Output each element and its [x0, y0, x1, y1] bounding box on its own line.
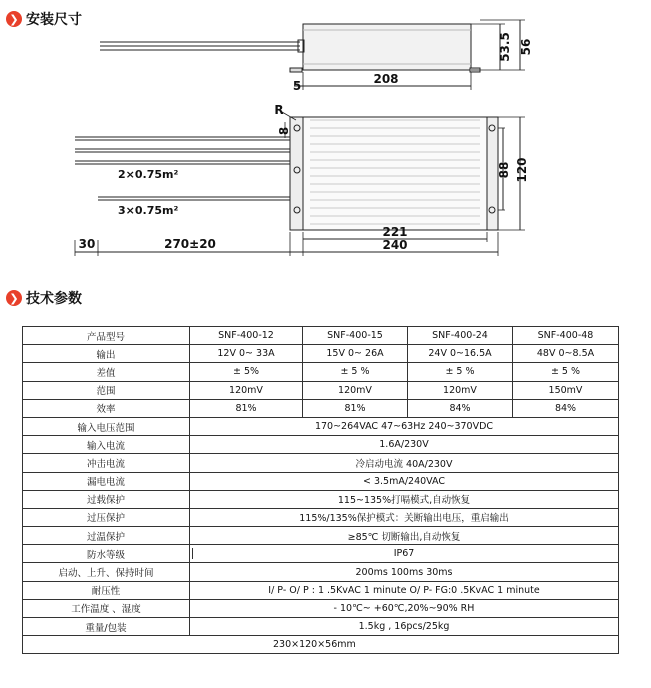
- chevron-right-icon: ❯: [6, 290, 22, 306]
- dim-240: 240: [382, 238, 408, 252]
- row-label: 过温保护: [23, 527, 190, 545]
- ip-rating: IP67: [393, 548, 415, 560]
- model-cell: SNF-400-12: [190, 327, 303, 345]
- cell: 冷启动电流 40A/230V: [190, 454, 619, 472]
- table-row: [23, 399, 619, 417]
- front-view: [75, 112, 525, 256]
- dim-30: 30: [78, 237, 96, 251]
- dim-56: 56: [519, 38, 533, 56]
- cell: 115%/135%保护模式：关断输出电压，重启输出: [190, 508, 619, 526]
- row-label: 范围: [23, 381, 190, 399]
- table-row: [23, 345, 619, 363]
- text-cursor-mark: [192, 548, 193, 559]
- chevron-right-icon: ❯: [6, 11, 22, 27]
- cell: ≥85℃ 切断输出,自动恢复: [190, 527, 619, 545]
- cell: 120mV: [190, 381, 303, 399]
- dimension-drawing: [0, 0, 651, 260]
- cell: 81%: [303, 399, 408, 417]
- row-label: 防水等级: [23, 545, 190, 563]
- row-label: 过压保护: [23, 508, 190, 526]
- dim-r-8: 8: [277, 126, 291, 136]
- dim-88: 88: [497, 161, 511, 179]
- dim-221: 221: [382, 225, 408, 239]
- table-row: [23, 454, 619, 472]
- row-label: 重量/包装: [23, 618, 190, 636]
- row-label: 启动、上升、保持时间: [23, 563, 190, 581]
- top-view: [100, 20, 525, 90]
- dim-270: 270±20: [164, 237, 216, 251]
- cell: 84%: [408, 399, 513, 417]
- cell: - 10℃~ +60℃,20%~90% RH: [190, 599, 619, 617]
- table-row: [23, 381, 619, 399]
- model-cell: SNF-400-15: [303, 327, 408, 345]
- model-cell: SNF-400-48: [513, 327, 619, 345]
- install-section-title: 安装尺寸: [26, 12, 82, 28]
- cell: 15V 0~ 26A: [303, 345, 408, 363]
- cell: 150mV: [513, 381, 619, 399]
- table-row: [23, 417, 619, 435]
- table-row: [23, 490, 619, 508]
- cell: ± 5 %: [303, 363, 408, 381]
- model-cell: SNF-400-24: [408, 327, 513, 345]
- table-row: [23, 581, 619, 599]
- wire-label-3x: 3×0.75m²: [118, 204, 179, 217]
- dimensions-cell: 230×120×56mm: [23, 636, 619, 654]
- cell: 1.5kg , 16pcs/25kg: [190, 618, 619, 636]
- row-label: 耐压性: [23, 581, 190, 599]
- row-label: 漏电电流: [23, 472, 190, 490]
- row-label: 输出: [23, 345, 190, 363]
- cell: [190, 545, 619, 563]
- cell: ± 5 %: [408, 363, 513, 381]
- table-row: [23, 563, 619, 581]
- table-row: [23, 508, 619, 526]
- table-row: [23, 618, 619, 636]
- wire-label-2x: 2×0.75m²: [118, 168, 179, 181]
- dim-53-5: 53.5: [498, 32, 512, 62]
- spec-section-title: 技术参数: [26, 291, 82, 307]
- table-header-row: [23, 327, 619, 345]
- cell: 170~264VAC 47~63Hz 240~370VDC: [190, 417, 619, 435]
- spec-section-heading: [6, 288, 82, 308]
- cell: 24V 0~16.5A: [408, 345, 513, 363]
- cell: I/ P- O/ P : 1 .5KvAC 1 minute O/ P- FG:0 .5KvAC 1 minute: [190, 581, 619, 599]
- table-row: [23, 527, 619, 545]
- cell: ± 5%: [190, 363, 303, 381]
- table-footer-row: [23, 636, 619, 654]
- row-label: 过载保护: [23, 490, 190, 508]
- cell: < 3.5mA/240VAC: [190, 472, 619, 490]
- dim-r: R: [274, 103, 284, 117]
- row-label: 输入电压范围: [23, 417, 190, 435]
- header-label: 产品型号: [23, 327, 190, 345]
- cell: 81%: [190, 399, 303, 417]
- cell: 120mV: [303, 381, 408, 399]
- dim-208: 208: [373, 72, 399, 86]
- spec-table: [22, 326, 619, 654]
- table-row: [23, 472, 619, 490]
- table-row: [23, 436, 619, 454]
- row-label: 冲击电流: [23, 454, 190, 472]
- table-row: [23, 363, 619, 381]
- row-label: 工作温度 、湿度: [23, 599, 190, 617]
- cell: 48V 0~8.5A: [513, 345, 619, 363]
- table-row: [23, 599, 619, 617]
- table-row: [23, 545, 619, 563]
- cell: 84%: [513, 399, 619, 417]
- cell: 200ms 100ms 30ms: [190, 563, 619, 581]
- row-label: 输入电流: [23, 436, 190, 454]
- row-label: 效率: [23, 399, 190, 417]
- dim-5: 5: [292, 79, 302, 93]
- cell: 12V 0~ 33A: [190, 345, 303, 363]
- cell: 120mV: [408, 381, 513, 399]
- cell: 1.6A/230V: [190, 436, 619, 454]
- row-label: 差值: [23, 363, 190, 381]
- dim-120: 120: [515, 157, 529, 183]
- cell: 115~135%打嗝模式,自动恢复: [190, 490, 619, 508]
- cell: ± 5 %: [513, 363, 619, 381]
